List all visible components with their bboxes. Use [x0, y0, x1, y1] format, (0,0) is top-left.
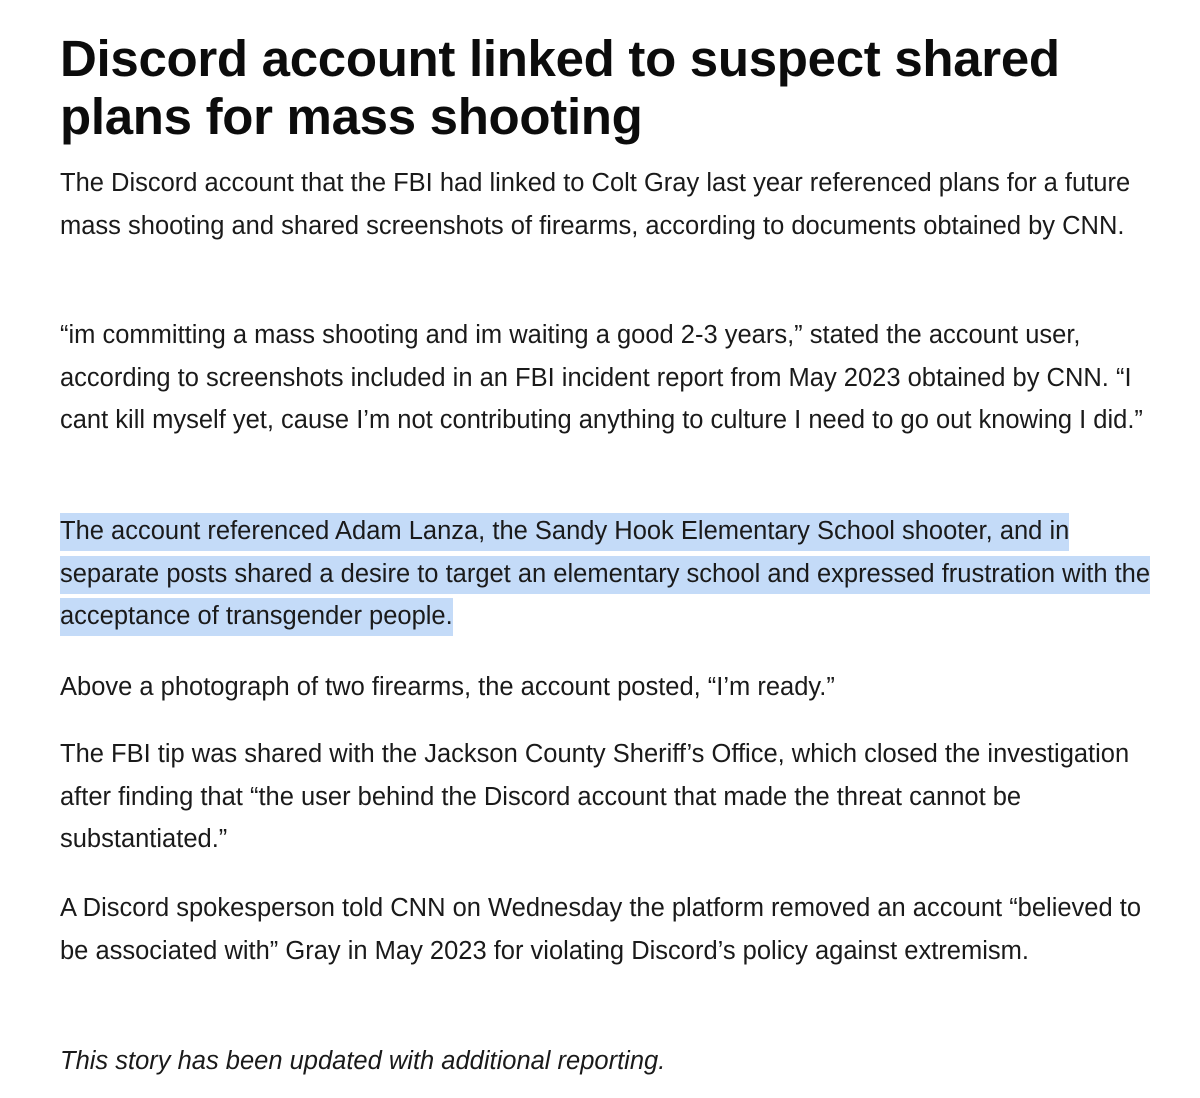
paragraph-selected[interactable] [60, 510, 1160, 638]
paragraph-discord-statement[interactable]: A Discord spokesperson told CNN on Wednesday the platform removed an account “believed to be associated with” Gray in May 2023 for violating Discord’s policy against extremism. [60, 894, 1142, 965]
paragraph-fbi-tip[interactable]: The FBI tip was shared with the Jackson County Sheriff’s Office, which closed the investigation after finding that “the user behind the Discord account that made the threat cannot be substantiated.” [60, 740, 1130, 853]
article-headline: Discord account linked to suspect shared plans for mass shooting [60, 30, 1060, 145]
paragraph-intro[interactable]: The Discord account that the FBI had linked to Colt Gray last year referenced plans for a future mass shooting and shared screenshots of firearms, according to documents obtained by CNN. [60, 169, 1131, 240]
paragraph-firearms-post[interactable]: Above a photograph of two firearms, the account posted, “I’m ready.” [60, 673, 835, 701]
paragraph-quote[interactable]: “im committing a mass shooting and im waiting a good 2-3 years,” stated the account user, according to screenshots included in an FBI incident report from May 2023 obtained by CNN. “I cant kill myself yet, cause I’m not contributing anything to culture I need to go out knowing I did.” [60, 321, 1143, 434]
update-note: This story has been updated with additional reporting. [60, 1047, 666, 1075]
selected-text-highlight[interactable]: The account referenced Adam Lanza, the Sandy Hook Elementary School shooter, and in separate posts shared a desire to target an elementary school and expressed frustration with the acceptance of transgender people. [60, 513, 1150, 636]
